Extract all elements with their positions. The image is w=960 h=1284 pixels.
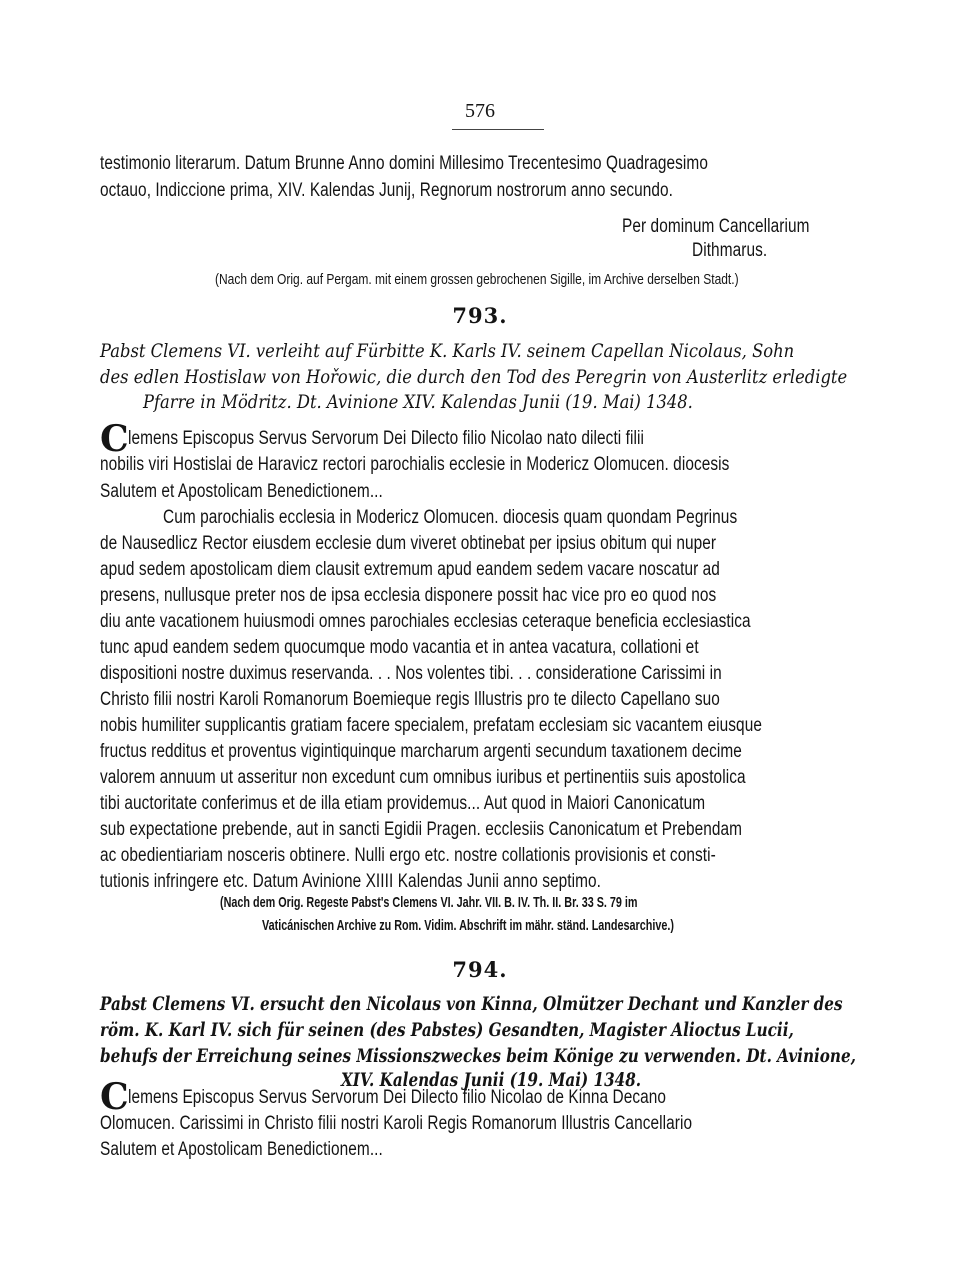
signature-line: Dithmarus. (692, 240, 768, 261)
text-line: presens, nullusque preter nos de ipsa ecclesia disponere possit hac vice pro eo quod nos (100, 585, 717, 606)
text-line: nobilis viri Hostislai de Haravicz rectori parochialis ecclesie in Modericz Olomucen. diocesis (100, 454, 730, 475)
text-line: tibi auctoritate conferimus et de illa etiam providemus... Aut quod in Maiori Canonicatum (100, 793, 706, 814)
text-line: Christo filii nostri Karoli Romanorum Boemieque regis Illustris pro te dilecto Capellano suo (100, 689, 720, 710)
regest-line: Pabst Clemens VI. verleiht auf Fürbitte K. Karls IV. seinem Capellan Nicolaus, Sohn (100, 340, 795, 362)
text-line: apud sedem apostolicam diem clausit extremum apud eandem sedem vacare noscatur ad (100, 559, 720, 580)
document-number: 793. (452, 303, 508, 328)
text-line: nobis humiliter supplicantis gratiam facere specialem, prefatam ecclesiam sic vacantem eiusque (100, 715, 762, 736)
continuation-line: testimonio literarum. Datum Brunne Anno domini Millesimo Trecentesimo Quadragesimo (100, 153, 708, 174)
regest-line: behufs der Erreichung seines Missionszweckes beim Könige zu verwenden. Dt. Avinione, (100, 1045, 856, 1067)
text-line: fructus redditus et proventus vigintiquinque marcharum argenti secundum taxationem decime (100, 741, 742, 762)
source-note: Vaticánischen Archive zu Rom. Vidim. Abschrift im mähr. ständ. Landesarchive.) (262, 917, 674, 934)
page-number: 576 (465, 100, 495, 122)
text-line: sub expectatione prebende, aut in sancti Egidii Pragen. ecclesiis Canonicatum et Prebendam (100, 819, 743, 840)
text-line: tutionis infringere etc. Datum Avinione XIIII Kalendas Junii anno septimo. (100, 871, 602, 892)
continuation-line: octauo, Indiccione prima, XIV. Kalendas Junij, Regnorum nostrorum anno secundo. (100, 180, 674, 201)
signature-line: Per dominum Cancellarium (622, 216, 810, 237)
text-line: Salutem et Apostolicam Benedictionem... (100, 1139, 383, 1160)
regest-line: röm. K. Karl IV. sich für seinen (des Pabstes) Gesandten, Magister Alioctus Lucii, (100, 1019, 794, 1041)
regest-line: des edlen Hostislaw von Hořowic, die durch den Tod des Peregrin von Austerlitz erledigte (100, 366, 848, 388)
text-line: lemens Episcopus Servus Servorum Dei Dilecto filio Nicolao nato dilecti filii (128, 428, 645, 449)
text-line: dispositioni nostre duximus reservanda. . . Nos volentes tibi. . . consideratione Carissimi in (100, 663, 722, 684)
source-note: (Nach dem Orig. Regeste Pabst's Clemens VI. Jahr. VII. B. IV. Th. II. Br. 33 S. 79 im (220, 894, 638, 911)
source-note: (Nach dem Orig. auf Pergam. mit einem grossen gebrochenen Sigille, im Archive derselben Stadt.) (215, 271, 739, 288)
text-line: de Nausedlicz Rector eiusdem ecclesie dum viveret obtinebat per ipsius obitum qui nuper (100, 533, 717, 554)
text-line: lemens Episcopus Servus Servorum Dei Dilecto filio Nicolao de Kinna Decano (128, 1087, 667, 1108)
text-line: Cum parochialis ecclesia in Modericz Olomucen. diocesis quam quondam Pegrinus (163, 507, 738, 528)
text-line: tunc apud eandem sedem quocumque modo vacantia et in antea vacatura, collationi et (100, 637, 699, 658)
regest-line: Pabst Clemens VI. ersucht den Nicolaus von Kinna, Olmützer Dechant und Kanzler des (100, 993, 843, 1015)
document-number: 794. (452, 957, 508, 982)
regest-line: XIV. Kalendas Junii (19. Mai) 1348. (341, 1069, 642, 1091)
text-line: Olomucen. Carissimi in Christo filii nostri Karoli Regis Romanorum Illustris Cancellario (100, 1113, 693, 1134)
page-number-rule (452, 129, 544, 130)
initial-letter: C (100, 418, 129, 460)
text-line: ac obedientiariam nosceris obtinere. Nulli ergo etc. nostre collationis provisionis et consti- (100, 845, 716, 866)
text-line: Salutem et Apostolicam Benedictionem... (100, 481, 383, 502)
initial-letter: C (100, 1076, 129, 1118)
text-line: diu ante vacationem huiusmodi omnes parochiales ecclesias ceteraque beneficia ecclesiastica (100, 611, 751, 632)
regest-line: Pfarre in Mödritz. Dt. Avinione XIV. Kalendas Junii (19. Mai) 1348. (143, 391, 693, 413)
text-line: valorem annuum ut asseritur non excedunt cum omnibus iuribus et pertinentiis suis apostolica (100, 767, 746, 788)
